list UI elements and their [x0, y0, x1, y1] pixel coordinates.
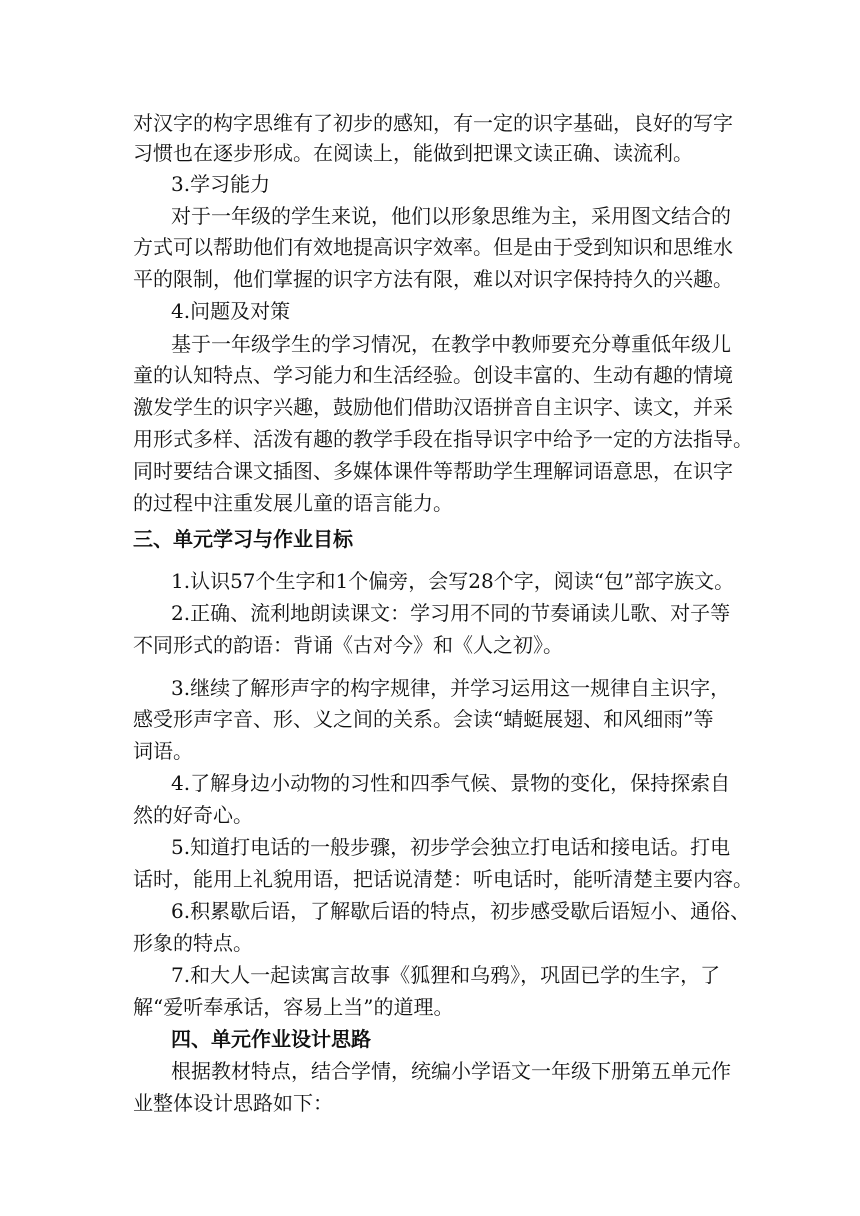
- paragraph-line: 对汉字的构字思维有了初步的感知，有一定的识字基础，良好的写字: [133, 111, 733, 135]
- section-heading-design-ideas: 四、单元作业设计思路: [171, 1027, 371, 1051]
- goal-item-continued: 感受形声字音、形、义之间的关系。会读“蜻蜓展翅、和风细雨”等: [133, 707, 714, 731]
- subheading-learning-ability: 3.学习能力: [171, 172, 271, 196]
- goal-item: 7.和大人一起读寓言故事《狐狸和乌鸦》，巩固已学的生字，了: [171, 963, 721, 987]
- paragraph-line: 平的限制，他们掌握的识字方法有限，难以对识字保持持久的兴趣。: [133, 267, 733, 291]
- paragraph-line: 习惯也在逐步形成。在阅读上，能做到把课文读正确、读流利。: [133, 141, 693, 165]
- subheading-problems-solutions: 4.问题及对策: [171, 299, 291, 323]
- goal-item: 3.继续了解形声字的构字规律，并学习运用这一规律自主识字，: [171, 676, 731, 700]
- paragraph-line: 根据教材特点，结合学情，统编小学语文一年级下册第五单元作: [171, 1059, 731, 1083]
- paragraph-line: 同时要结合课文插图、多媒体课件等帮助学生理解词语意思，在识字: [133, 459, 733, 483]
- goal-item-continued: 然的好奇心。: [133, 803, 253, 827]
- paragraph-line: 对于一年级的学生来说，他们以形象思维为主，采用图文结合的: [171, 204, 731, 228]
- goal-item-continued: 解“爱听奉承话，容易上当”的道理。: [133, 995, 454, 1019]
- goal-item: 4.了解身边小动物的习性和四季气候、景物的变化，保持探索自: [171, 771, 731, 795]
- paragraph-line: 的过程中注重发展儿童的语言能力。: [133, 491, 453, 515]
- paragraph-line: 童的认知特点、学习能力和生活经验。创设丰富的、生动有趣的情境: [133, 363, 733, 387]
- goal-item-continued: 词语。: [133, 739, 193, 763]
- goal-item-continued: 不同形式的韵语：背诵《古对今》和《人之初》。: [133, 633, 563, 657]
- goal-item: 1.认识57个生字和1个偏旁，会写28个字，阅读“包”部字族文。: [171, 569, 735, 593]
- goal-item: 2.正确、流利地朗读课文：学习用不同的节奏诵读儿歌、对子等: [171, 601, 731, 625]
- goal-item: 6.积累歇后语，了解歇后语的特点，初步感受歇后语短小、通俗、: [171, 899, 751, 923]
- paragraph-line: 基于一年级学生的学习情况，在教学中教师要充分尊重低年级儿: [171, 332, 731, 356]
- goal-item: 5.知道打电话的一般步骤，初步学会独立打电话和接电话。打电: [171, 835, 731, 859]
- paragraph-line: 方式可以帮助他们有效地提高识字效率。但是由于受到知识和思维水: [133, 235, 733, 259]
- section-heading-goals: 三、单元学习与作业目标: [133, 527, 353, 551]
- paragraph-line: 业整体设计思路如下：: [133, 1091, 333, 1115]
- paragraph-line: 激发学生的识字兴趣，鼓励他们借助汉语拼音自主识字、读文，并采: [133, 395, 733, 419]
- paragraph-line: 用形式多样、活泼有趣的教学手段在指导识字中给予一定的方法指导。: [133, 427, 753, 451]
- goal-item-continued: 话时，能用上礼貌用语，把话说清楚：听电话时，能听清楚主要内容。: [133, 867, 753, 891]
- goal-item-continued: 形象的特点。: [133, 931, 253, 955]
